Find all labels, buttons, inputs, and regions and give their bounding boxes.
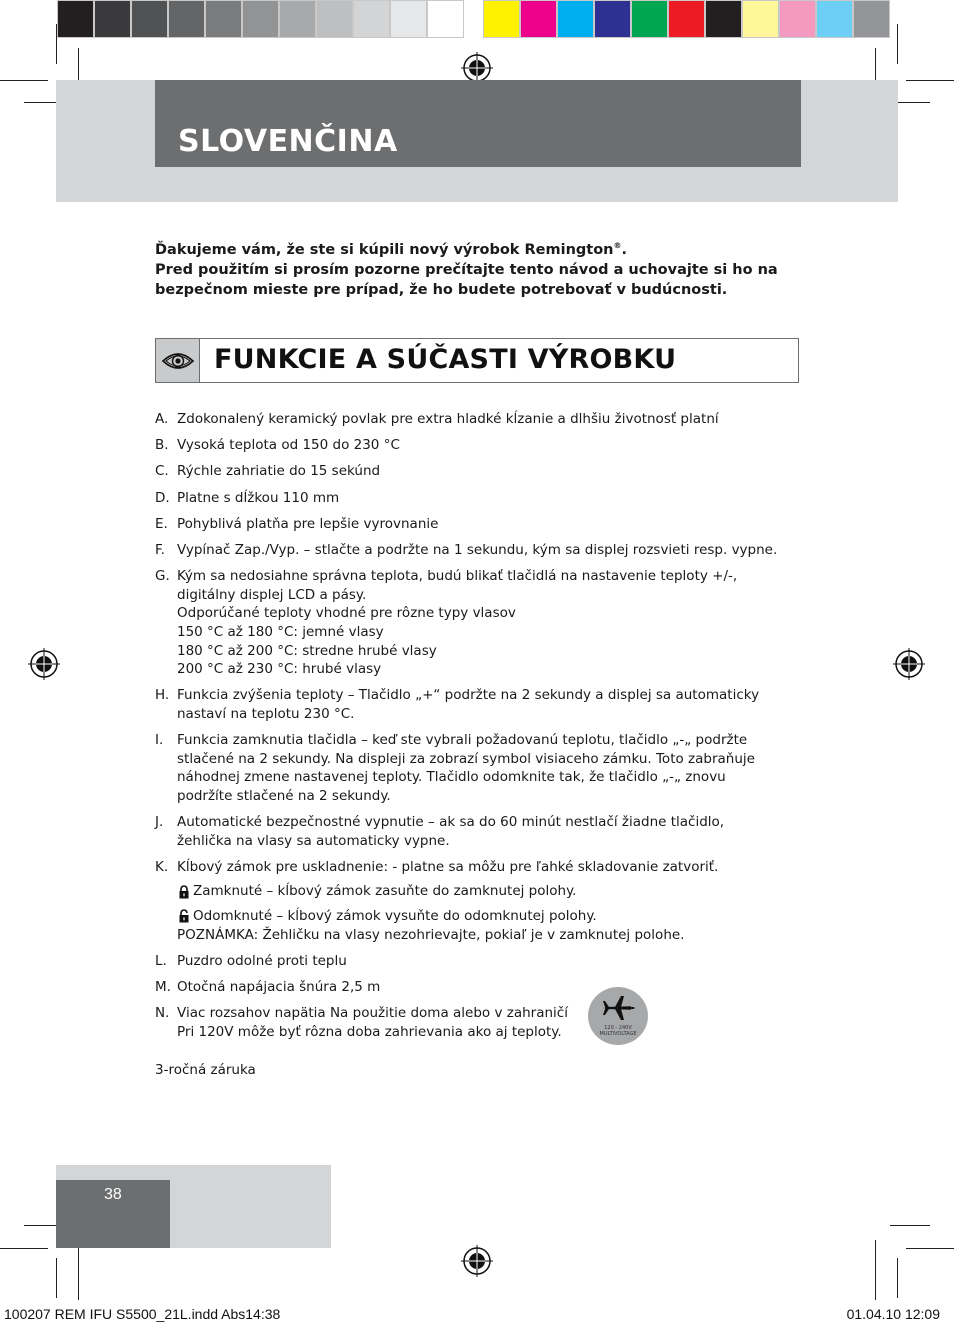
color-swatch (520, 0, 557, 38)
crop-mark (890, 1225, 930, 1226)
color-swatch (668, 0, 705, 38)
item-line: žehlička na vlasy sa automaticky vypne. (177, 832, 450, 849)
list-item (155, 462, 795, 481)
intro-text (155, 236, 795, 300)
item-letter: E. (155, 515, 168, 532)
registered-mark: ® (613, 241, 622, 250)
item-letter: G. (155, 568, 170, 585)
print-slug-file: 100207 REM IFU S5500_21L.indd Abs14:38 (4, 1306, 281, 1322)
item-line: náhodnej zmene nastavenej teploty. Tlačidlo odomknite tak, že tlačidlo „-„ znovu (177, 769, 726, 786)
item-line: Pohyblivá platňa pre lepšie vyrovnanie (177, 515, 439, 532)
page-number-box (56, 1180, 170, 1248)
locked-text: Zamknuté – kĺbový zámok zasuňte do zamknutej polohy. (193, 883, 577, 900)
item-letter: K. (155, 858, 169, 875)
item-letter: A. (155, 411, 169, 427)
intro-line-1: Ďakujeme vám, že ste si kúpili nový výrobok Remington (155, 241, 614, 258)
color-swatch (594, 0, 631, 38)
item-line: Odporúčané teploty vhodné pre rôzne typy vlasov (177, 605, 516, 622)
language-title: SLOVENČINA (178, 124, 398, 159)
gray-color-bar (57, 0, 464, 38)
item-line: Vysoká teplota od 150 do 230 °C (177, 437, 400, 454)
item-letter: C. (155, 463, 169, 480)
color-swatch (353, 0, 390, 38)
color-swatch (131, 0, 168, 38)
crop-mark (56, 24, 57, 64)
color-swatch (316, 0, 353, 38)
item-line: Zdokonalený keramický povlak pre extra hladké kĺzanie a dlhšiu životnosť platní (177, 411, 719, 427)
crop-mark (906, 80, 954, 81)
intro-line-1-end: . (621, 241, 628, 258)
color-swatch (853, 0, 890, 38)
list-item (155, 1004, 795, 1041)
crop-mark (0, 80, 48, 81)
page-number: 38 (104, 1186, 122, 1203)
list-item (155, 410, 795, 429)
item-letter: N. (155, 1005, 170, 1022)
color-swatch (483, 0, 520, 38)
list-item (155, 813, 795, 850)
item-letter: M. (155, 978, 171, 995)
crop-mark (0, 1248, 48, 1249)
warranty-text: 3-ročná záruka (155, 1062, 256, 1078)
voltage-range: 120 - 240V (604, 1025, 632, 1031)
crop-mark (897, 24, 898, 64)
item-line: nastaví na teplotu 230 °C. (177, 705, 355, 722)
registration-mark-icon (28, 648, 60, 680)
unlocked-text: Odomknuté – kĺbový zámok vysuňte do odomknutej polohy. (193, 908, 597, 924)
item-line: Automatické bezpečnostné vypnutie – ak sa do 60 minút nestlačí žiadne tlačidlo, (177, 814, 725, 831)
list-item (155, 686, 795, 723)
item-line: stlačené na 2 sekundy. Na displeji za zobrazí symbol visiaceho zámku. Toto zabraňuje (177, 750, 755, 767)
airplane-icon (601, 995, 635, 1021)
color-swatch (427, 0, 464, 38)
item-line: Otočná napájacia šnúra 2,5 m (177, 978, 381, 995)
crop-mark (906, 1248, 954, 1249)
color-swatch (816, 0, 853, 38)
crop-mark (56, 1258, 57, 1298)
color-swatch (779, 0, 816, 38)
item-letter: I. (155, 732, 164, 749)
list-item (155, 489, 795, 508)
color-swatch (631, 0, 668, 38)
cmyk-color-bar (483, 0, 890, 38)
item-line: digitálny displej LCD a pásy. (177, 586, 367, 603)
item-line: Viac rozsahov napätia Na použitie doma alebo v zahraničí (177, 1005, 568, 1022)
item-line: Funkcia zamknutia tlačidla – keď ste vybrali požadovanú teplotu, tlačidlo „-„ podržte (177, 732, 748, 749)
item-line: 150 °C až 180 °C: jemné vlasy (177, 623, 384, 640)
crop-mark (875, 1240, 876, 1300)
color-swatch (168, 0, 205, 38)
intro-line-2: Pred použitím si prosím pozorne prečítajte tento návod a uchovajte si ho na (155, 261, 778, 278)
section-icon-box (156, 339, 200, 382)
item-letter: J. (155, 814, 164, 831)
item-line: Puzdro odolné proti teplu (177, 952, 347, 969)
crop-mark (897, 1258, 898, 1298)
list-item (155, 515, 795, 534)
registration-mark-icon (461, 1245, 493, 1277)
item-line: Funkcia zvýšenia teploty – Tlačidlo „+“ podržte na 2 sekundy a displej sa automaticky (177, 687, 760, 704)
feature-list (155, 410, 795, 1049)
lock-open-icon (177, 909, 191, 923)
item-line: Platne s dĺžkou 110 mm (177, 489, 340, 506)
color-swatch (279, 0, 316, 38)
color-swatch (57, 0, 94, 38)
list-item (155, 567, 795, 679)
voltage-label: MULTIVOLTAGE (599, 1031, 637, 1037)
item-letter: D. (155, 489, 170, 506)
item-letter: L. (155, 952, 167, 969)
print-slug-date: 01.04.10 12:09 (846, 1306, 940, 1322)
item-letter: B. (155, 437, 169, 454)
item-line: 200 °C až 230 °C: hrubé vlasy (177, 661, 382, 678)
color-swatch (94, 0, 131, 38)
list-item (155, 731, 795, 805)
item-letter: H. (155, 687, 170, 704)
item-line: podržíte stlačené na 2 sekundy. (177, 787, 391, 804)
header-box (155, 80, 801, 167)
list-item-k (155, 858, 795, 944)
eye-icon (161, 350, 195, 372)
locked-line (177, 882, 795, 901)
section-title: FUNKCIE A SÚČASTI VÝROBKU (214, 344, 677, 375)
color-swatch (705, 0, 742, 38)
color-swatch (557, 0, 594, 38)
color-swatch (205, 0, 242, 38)
item-note: POZNÁMKA: Žehličku na vlasy nezohrievajte, pokiaľ je v zamknutej polohe. (177, 926, 685, 943)
section-heading (155, 338, 799, 383)
color-swatch (390, 0, 427, 38)
lock-closed-icon (177, 885, 191, 899)
item-line: Vypínač Zap./Vyp. – stlačte a podržte na 1 sekundu, kým sa displej rozsvieti resp. vypne. (177, 541, 778, 558)
crop-mark (78, 1240, 79, 1300)
unlocked-line (177, 907, 795, 926)
color-swatch (742, 0, 779, 38)
color-swatch (242, 0, 279, 38)
item-line: Kým sa nedosiahne správna teplota, budú blikať tlačidlá na nastavenie teploty +/-, (177, 568, 738, 585)
list-item (155, 978, 795, 997)
item-line: Rýchle zahriatie do 15 sekúnd (177, 463, 381, 480)
registration-mark-icon (893, 648, 925, 680)
item-line: 180 °C až 200 °C: stredne hrubé vlasy (177, 642, 437, 659)
item-line: Pri 120V môže byť rôzna doba zahrievania ako aj teploty. (177, 1023, 562, 1040)
list-item (155, 541, 795, 560)
list-item (155, 952, 795, 971)
intro-line-3: bezpečnom mieste pre prípad, že ho budete potrebovať v budúcnosti. (155, 281, 728, 298)
list-item (155, 436, 795, 455)
item-letter: F. (155, 541, 165, 558)
item-line: Kĺbový zámok pre uskladnenie: - platne sa môžu pre ľahké skladovanie zatvoriť. (177, 858, 719, 875)
multivoltage-badge (588, 987, 648, 1045)
